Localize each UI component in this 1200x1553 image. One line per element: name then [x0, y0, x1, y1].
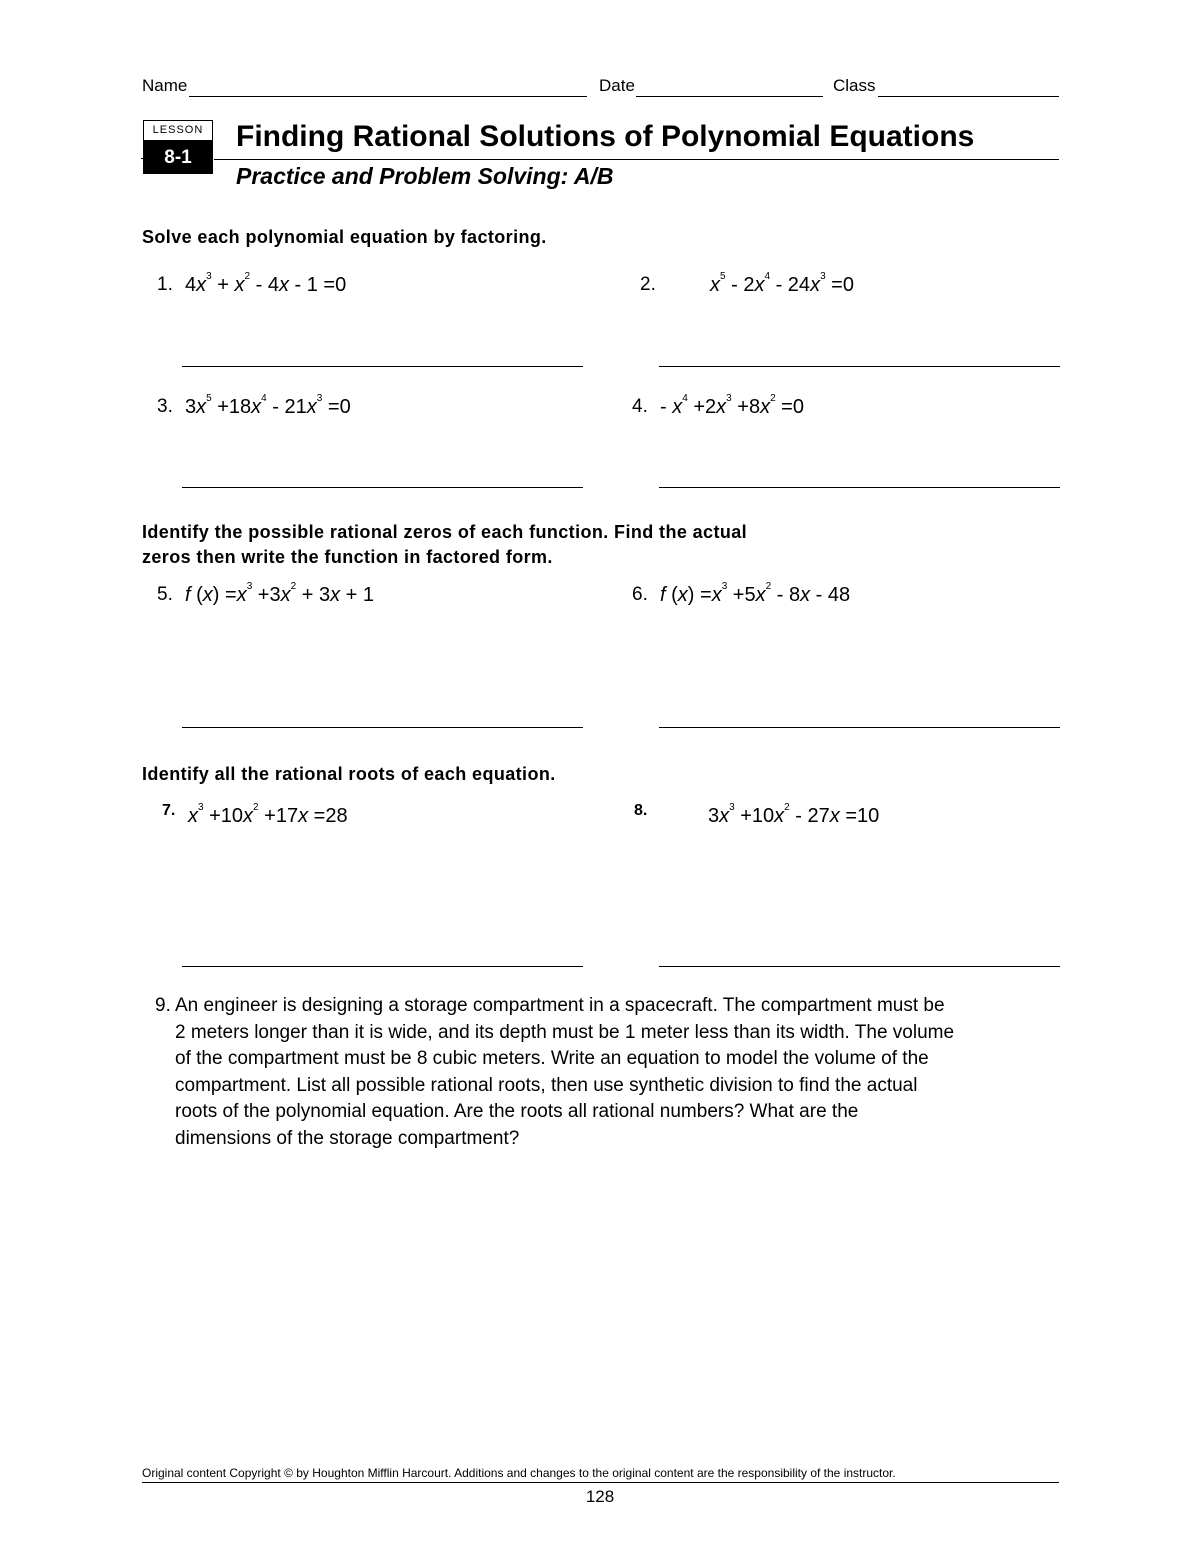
problem-7-equation: $x^3 +10x^2 +17x =28$ [188, 802, 348, 827]
problem-4-number: 4. [632, 396, 648, 417]
lesson-number: 8-1 [143, 141, 213, 174]
problem-9-number: 9. [155, 995, 171, 1016]
problem-8-answer-line[interactable] [659, 966, 1060, 967]
problem-5-equation: f $(x) =x^3 +3x^2 + 3x + 1$ [185, 581, 375, 606]
problem-8-number: 8. [634, 802, 648, 819]
problem-9-line-5: roots of the polynomial equation. Are the roots all rational numbers? What are the [175, 1101, 859, 1122]
page-title: Finding Rational Solutions of Polynomial Equations [236, 120, 975, 153]
problem-9-line-1: An engineer is designing a storage compartment in a spacecraft. The compartment must be [175, 995, 945, 1016]
footer-divider [142, 1482, 1059, 1483]
class-label: Class [833, 76, 876, 95]
problem-7-answer-line[interactable] [182, 966, 583, 967]
date-label: Date [599, 76, 635, 95]
name-label: Name [142, 76, 188, 95]
section-2-instruction [142, 520, 747, 570]
name-field[interactable] [189, 96, 587, 97]
badge-tick [141, 158, 145, 159]
problem-5-answer-line[interactable] [182, 727, 583, 728]
problem-8-equation: $3x^3 +10x^2 - 27x =10$ [708, 802, 880, 827]
problem-9-line-6: dimensions of the storage compartment? [175, 1127, 520, 1149]
problem-6-equation: f $(x) =x^3 +5x^2 - 8x - 48$ [660, 581, 851, 606]
problem-9-line-2: 2 meters longer than it is wide, and its depth must be 1 meter less than its width. The volume [175, 1021, 955, 1043]
problem-7-number: 7. [162, 802, 176, 819]
copyright-notice: Original content Copyright © by Houghton Mifflin Harcourt. Additions and changes to the original content are the responsibility of the instructor. [142, 1466, 896, 1480]
section-2-instruction-line-2: zeros then write the function in factored form. [142, 547, 553, 567]
problem-2-equation: $x^5 - 2x^4 - 24x^3 =0$ [710, 271, 854, 296]
problem-9-text [175, 993, 1067, 1152]
problem-5-number: 5. [157, 584, 173, 605]
date-field[interactable] [636, 96, 823, 97]
problem-3-number: 3. [157, 396, 173, 417]
problem-9 [155, 993, 1067, 1152]
page-subtitle: Practice and Problem Solving: A/B [236, 163, 614, 189]
problem-9-line-3: of the compartment must be 8 cubic meters. Write an equation to model the volume of the [175, 1048, 929, 1069]
problem-1-number: 1. [157, 274, 173, 295]
problem-3-equation: $3x^5 +18x^4 - 21x^3 =0$ [185, 393, 351, 418]
problem-4-equation: - $x^4 +2x^3 +8x^2 =0$ [660, 393, 804, 418]
problem-3-answer-line[interactable] [182, 487, 583, 488]
section-1-instruction: Solve each polynomial equation by factoring. [142, 227, 547, 247]
lesson-badge [143, 120, 213, 174]
problem-6-number: 6. [632, 584, 648, 605]
lesson-label: LESSON [143, 120, 213, 141]
problem-2-answer-line[interactable] [659, 366, 1060, 367]
title-divider [214, 159, 1059, 160]
section-3-instruction: Identify all the rational roots of each equation. [142, 764, 556, 784]
class-field[interactable] [878, 96, 1059, 97]
problem-2-number: 2. [640, 274, 656, 295]
problem-9-line-4: compartment. List all possible rational roots, then use synthetic division to find the actual [175, 1074, 918, 1096]
page-number: 128 [585, 1487, 615, 1506]
problem-6-answer-line[interactable] [659, 727, 1060, 728]
problem-1-equation: $4x^3 + x^2 - 4x - 1 =0$ [185, 271, 347, 296]
problem-4-answer-line[interactable] [659, 487, 1060, 488]
section-2-instruction-line-1: Identify the possible rational zeros of each function. Find the actual [142, 522, 748, 542]
problem-1-answer-line[interactable] [182, 366, 583, 367]
